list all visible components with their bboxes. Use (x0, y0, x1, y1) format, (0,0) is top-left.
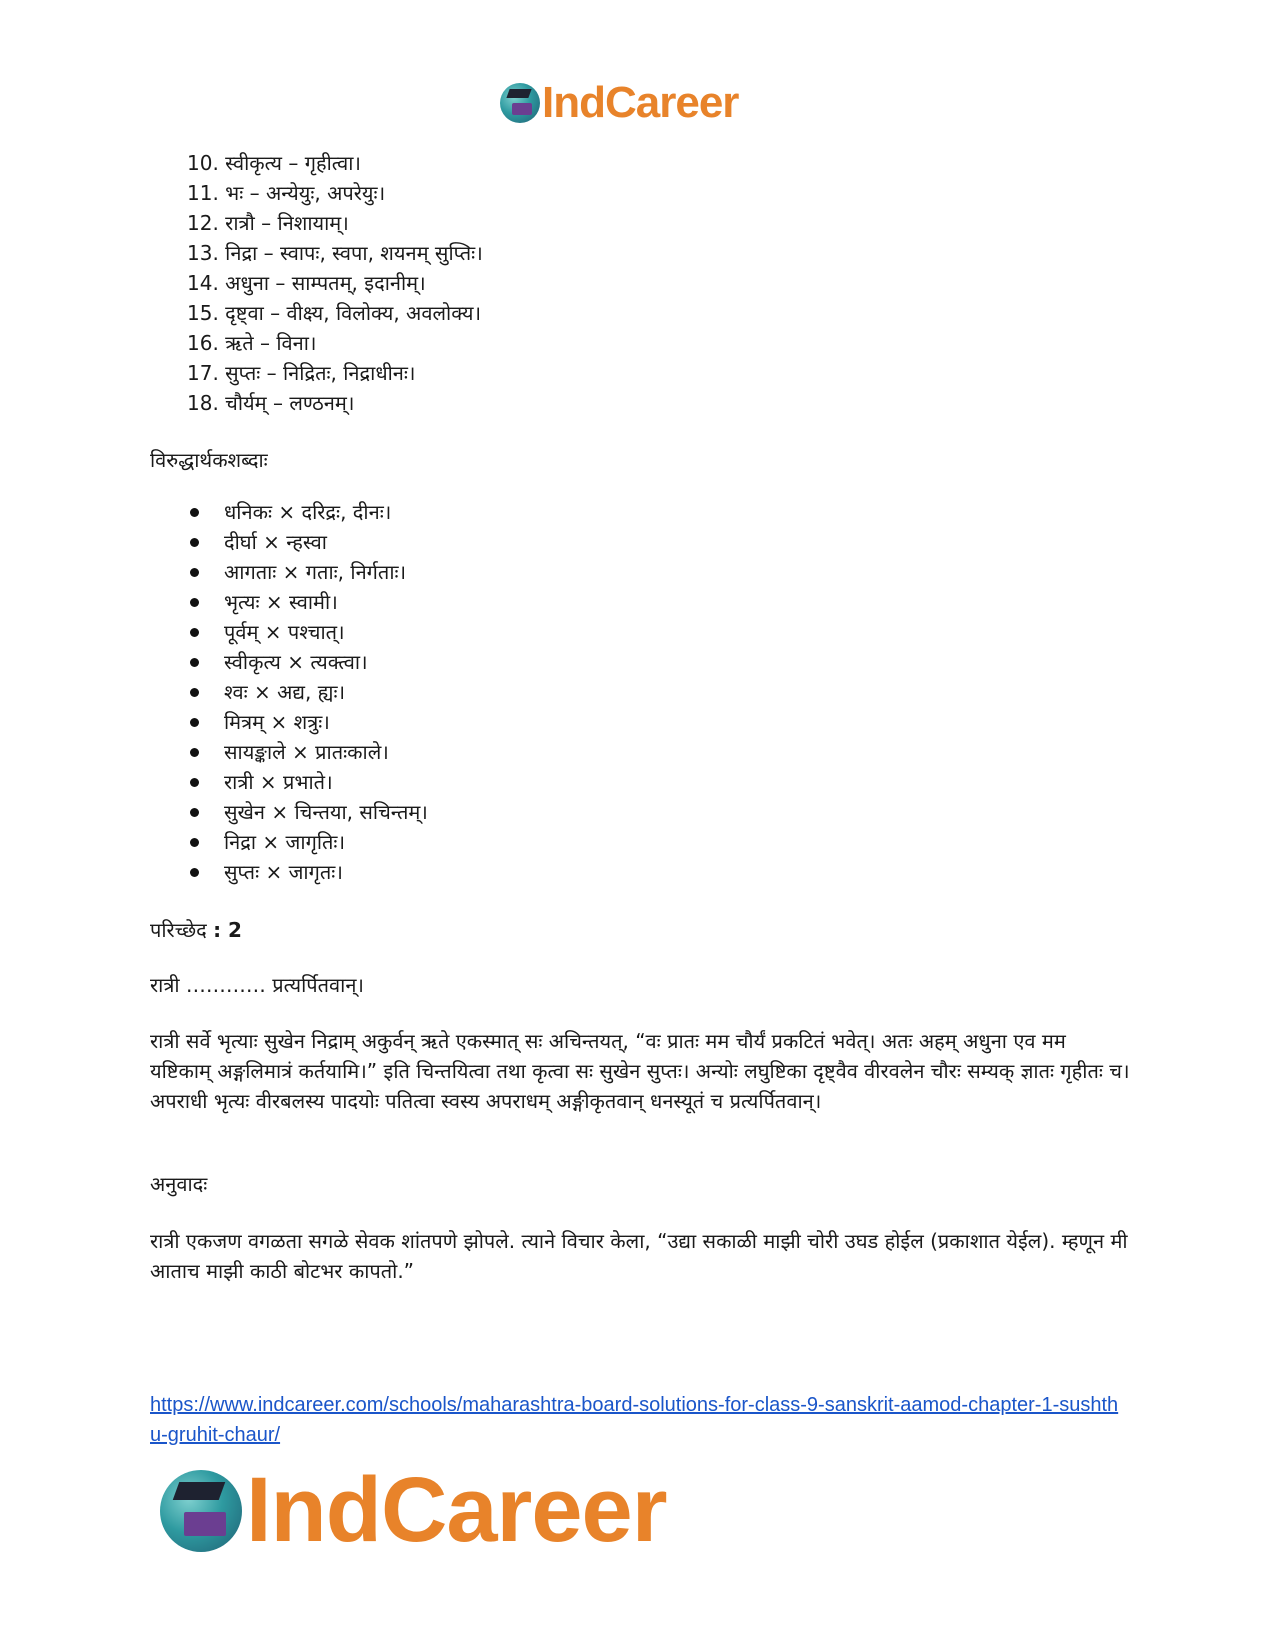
bullet-icon (190, 598, 199, 607)
bullet-icon (190, 538, 199, 547)
list-item: 15. दृष्ट्वा – वीक्ष्य, विलोक्य, अवलोक्य। (187, 301, 482, 325)
list-item: स्वीकृत्य × त्यक्त्वा। (190, 647, 428, 677)
list-item: पूर्वम् × पश्चात्। (190, 617, 428, 647)
list-item: मित्रम् × शत्रुः। (190, 707, 428, 737)
bullet-icon (190, 658, 199, 667)
excerpt-range: रात्री ………… प्रत्यर्पितवान्। (150, 973, 364, 997)
section-heading: परिच्छेद : 2 (150, 918, 242, 942)
globe-graduation-cap-icon (500, 83, 540, 123)
bullet-icon (190, 718, 199, 727)
bullet-icon (190, 568, 199, 577)
antonyms-heading: विरुद्धार्थकशब्दाः (150, 448, 268, 472)
list-item: निद्रा × जागृतिः। (190, 827, 428, 857)
list-item: 11. भः – अन्येयुः, अपरेयुः। (187, 181, 386, 205)
logo-text: IndCareer (246, 1459, 667, 1561)
bullet-icon (190, 628, 199, 637)
list-item: सुप्तः × जागृतः। (190, 857, 428, 887)
list-item: 14. अधुना – साम्पतम्, इदानीम्। (187, 271, 426, 295)
list-item: श्वः × अद्य, ह्यः। (190, 677, 428, 707)
bullet-icon (190, 508, 199, 517)
list-item: रात्री × प्रभाते। (190, 767, 428, 797)
list-item: 18. चौर्यम् – लण्ठनम्। (187, 391, 355, 415)
bullet-icon (190, 838, 199, 847)
list-item: धनिकः × दरिद्रः, दीनः। (190, 497, 428, 527)
bullet-icon (190, 748, 199, 757)
bullet-icon (190, 808, 199, 817)
list-item: 12. रात्रौ – निशायाम्। (187, 211, 349, 235)
synonym-list (187, 148, 483, 418)
bullet-icon (190, 688, 199, 697)
logo-text: IndCareer (542, 78, 739, 127)
list-item: भृत्यः × स्वामी। (190, 587, 428, 617)
list-item: सुखेन × चिन्तया, सचिन्तम्। (190, 797, 428, 827)
list-item: आगताः × गताः, निर्गताः। (190, 557, 428, 587)
bullet-icon (190, 868, 199, 877)
list-item: दीर्घा × न्हस्वा (190, 527, 428, 557)
marathi-translation: रात्री एकजण वगळता सगळे सेवक शांतपणे झोपले. त्याने विचार केला, “उद्या सकाळी माझी चोरी उघड होईल (प्रकाशात येईल). म्हणून मी आताच माझी काठी बोटभर कापतो.” (150, 1229, 1128, 1283)
indcareer-logo-top (500, 78, 738, 128)
list-item: 13. निद्रा – स्वापः, स्वपा, शयनम् सुप्तिः। (187, 241, 483, 265)
antonym-list (190, 497, 428, 887)
sanskrit-passage: रात्री सर्वे भृत्याः सुखेन निद्राम् अकुर्वन् ऋते एकस्मात् सः अचिन्तयत्, “वः प्रातः मम चौर्यं प्रकटितं भवेत्। अतः अहम् अधुना एव मम यष्टिकाम् अङ्गलिमात्रं कर्तयामि।” इति चिन्तयित्वा तथा कृत्वा सः सुखेन सुप्तः। अन्योः लघुष्टिका दृष्ट्वैव वीरवलेन चौरः सम्यक् ज्ञातः गृहीतः च। अपराधी भृत्यः वीरबलस्य पादयोः पतित्वा स्वस्य अपराधम् अङ्गीकृतवान् धनस्यूतं च प्रत्यर्पितवान्। (150, 1029, 1130, 1113)
bullet-icon (190, 778, 199, 787)
list-item: सायङ्काले × प्रातःकाले। (190, 737, 428, 767)
translation-heading: अनुवादः (150, 1172, 208, 1196)
globe-graduation-cap-icon (160, 1470, 242, 1552)
footer-source-link[interactable]: https://www.indcareer.com/schools/maharashtra-board-solutions-for-class-9-sanskrit-aamod-chapter-1-sushthu-gruhit-chaur/ (150, 1394, 1119, 1446)
list-item: 16. ऋते – विना। (187, 331, 317, 355)
indcareer-logo-bottom (160, 1458, 667, 1563)
list-item: 17. सुप्तः – निद्रितः, निद्राधीनः। (187, 361, 416, 385)
list-item: 10. स्वीकृत्य – गृहीत्वा। (187, 151, 361, 175)
